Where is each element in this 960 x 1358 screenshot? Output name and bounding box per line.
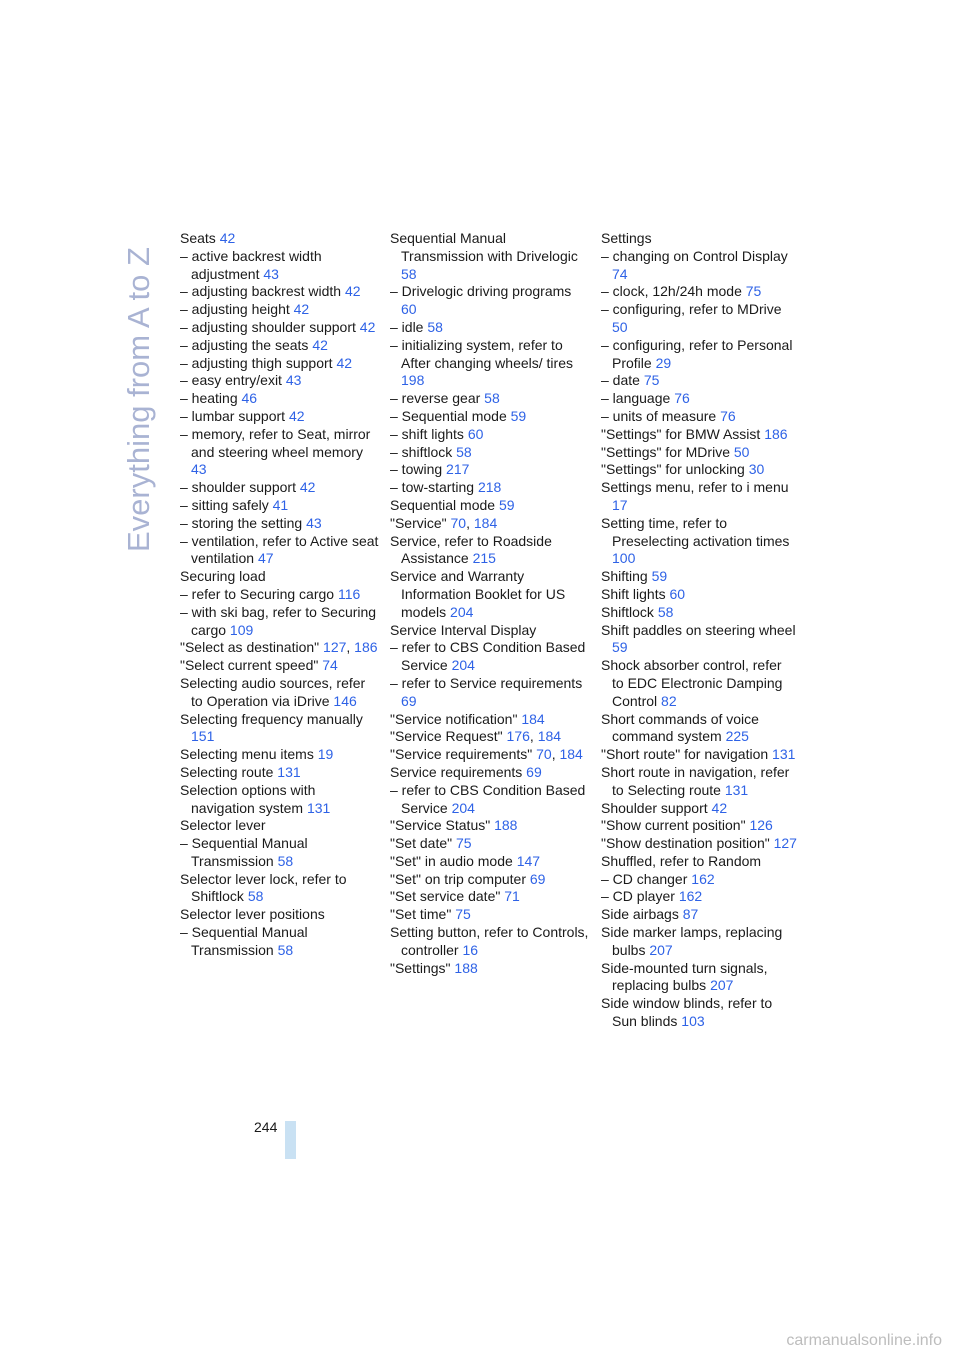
index-entry (390, 764, 590, 782)
index-entry (180, 568, 380, 586)
section-side-title: Everything from A to Z (121, 247, 156, 552)
index-entry-text: Shift paddles on steering wheel (601, 621, 796, 638)
index-entry (601, 301, 797, 337)
page-link[interactable]: 58 (247, 888, 264, 905)
index-entry (601, 746, 797, 764)
index-entry-text: "Set service date" (390, 888, 505, 905)
page-link[interactable]: 41 (272, 496, 289, 513)
index-entry-text: – lumbar support (180, 407, 289, 424)
index-entry-text: – storing the setting (180, 514, 307, 531)
index-entry (390, 853, 590, 871)
page-link[interactable]: 75 (455, 906, 471, 923)
page-link[interactable]: 46 (241, 390, 258, 407)
index-entry-text: "Service" (390, 514, 451, 531)
page-link[interactable]: 184 (559, 746, 583, 763)
index-entry-text: – with ski bag, refer to Securing cargo (180, 603, 377, 638)
index-entry (180, 764, 380, 782)
index-entry (390, 871, 590, 889)
index-entry-text: Settings menu, refer to i menu (601, 479, 789, 496)
index-entry (390, 408, 590, 426)
index-entry (390, 782, 590, 818)
index-entry (180, 924, 380, 960)
index-entry (390, 924, 590, 960)
index-entry (390, 319, 590, 337)
index-entry (601, 586, 797, 604)
page-link[interactable]: 75 (643, 372, 660, 389)
index-entry-text: Shifting (601, 568, 652, 585)
page-link[interactable]: 162 (691, 870, 715, 887)
page-link[interactable]: 131 (724, 781, 749, 798)
index-entry (390, 479, 590, 497)
page-link[interactable]: 58 (277, 852, 294, 869)
index-entry: "Service requirements" 70, 184 (390, 746, 583, 763)
index-entry-text: Shock absorber control, refer to EDC Electronic Damping Control (601, 657, 783, 709)
page-number-bar (285, 1121, 296, 1159)
index-entry-text: Shift lights (601, 585, 670, 602)
page-link[interactable]: 58 (427, 318, 443, 335)
index-entry-text: Service requirements (390, 763, 527, 780)
index-entry-text: – sitting safely (180, 496, 273, 513)
index-entry (180, 497, 380, 515)
page-link[interactable]: 217 (446, 461, 470, 478)
index-entry (601, 515, 797, 568)
page-link[interactable]: 204 (451, 799, 475, 816)
index-entry-text: "Service requirements" (390, 746, 537, 763)
index-entry (180, 372, 380, 390)
page-link[interactable]: 198 (401, 372, 425, 389)
index-entry (180, 675, 380, 711)
index-entry (601, 604, 797, 622)
index-entry-text: – Sequential mode (390, 407, 511, 424)
page-link[interactable]: 50 (612, 318, 628, 335)
index-entry (180, 390, 380, 408)
page-link[interactable]: 82 (661, 692, 677, 709)
page-link[interactable]: 70 (450, 514, 467, 531)
index-entry-text: Sequential Manual Transmission with Drivelogic (390, 230, 578, 264)
index-entry: "Service" 70, 184 (390, 514, 498, 531)
page-link[interactable]: 184 (521, 710, 545, 727)
index-entry (390, 390, 590, 408)
page-link[interactable]: 184 (473, 514, 498, 531)
index-entry (601, 711, 797, 747)
index-entry (601, 622, 797, 658)
index-entry (601, 444, 797, 462)
index-entry (180, 586, 380, 604)
index-entry (390, 960, 590, 978)
page-link[interactable]: 184 (537, 728, 562, 745)
page-link[interactable]: 109 (229, 621, 254, 638)
page-link[interactable]: 60 (467, 425, 484, 442)
index-entry-text: Shiftlock (601, 603, 658, 620)
index-entry-text: "Set" in audio mode (390, 852, 517, 869)
page-link[interactable]: 42 (288, 407, 305, 424)
index-entry (390, 622, 590, 640)
index-entry-text: – heating (180, 390, 242, 407)
index-entry (390, 817, 590, 835)
page-link[interactable]: 30 (748, 461, 765, 478)
index-entry-text: "Set" on trip computer (390, 870, 530, 887)
index-entry (601, 906, 797, 924)
page-link[interactable]: 147 (516, 852, 541, 869)
index-entry-text: – Sequential Manual Transmission (180, 835, 308, 869)
index-entry (180, 906, 380, 924)
page-link[interactable]: 103 (681, 1013, 705, 1030)
index-entry-text: – language (601, 390, 675, 407)
index-entry (390, 461, 590, 479)
page-link[interactable]: 176 (506, 728, 530, 745)
page-link[interactable]: 75 (455, 835, 472, 852)
page-link[interactable]: 42 (336, 354, 353, 371)
index-entry-text: "Show current position" (601, 817, 750, 834)
index-entry-text: Side window blinds, refer to Sun blinds (601, 995, 773, 1030)
page-link[interactable]: 146 (333, 692, 357, 709)
index-entry (180, 355, 380, 373)
page-link[interactable]: 188 (454, 959, 478, 976)
index-entry (601, 853, 797, 871)
page-link[interactable]: 69 (529, 870, 546, 887)
index-entry (601, 835, 797, 853)
index-entry (601, 568, 797, 586)
page-link[interactable]: 58 (657, 603, 674, 620)
index-entry-text: – shiftlock (390, 443, 457, 460)
index-entry-text: – units of measure (601, 407, 721, 424)
index-entry-text: – memory, refer to Seat, mirror and steering wheel memory (180, 425, 371, 460)
index-entry (180, 817, 380, 835)
index-entry (601, 764, 797, 800)
page-link[interactable]: 58 (401, 265, 417, 282)
page-link[interactable]: 42 (344, 283, 361, 300)
page-link[interactable]: 29 (655, 354, 672, 371)
page-link[interactable]: 71 (504, 888, 520, 905)
index-entry (390, 568, 590, 621)
index-entry-text: Shoulder support (601, 799, 712, 816)
page-link[interactable]: 188 (494, 817, 518, 834)
index-entry-text: Side-mounted turn signals, replacing bulbs (601, 959, 768, 994)
index-entry-text: – configuring, refer to Personal Profile (601, 336, 793, 371)
index-entry (601, 960, 797, 996)
index-entry (180, 283, 380, 301)
index-entry-text: – clock, 12h/24h mode (601, 283, 746, 300)
index-entry (180, 515, 380, 533)
index-entry-text: "Service Status" (390, 817, 495, 834)
page-link[interactable]: 207 (710, 977, 734, 994)
index-entry (390, 426, 590, 444)
index-entry (180, 319, 380, 337)
page-link[interactable]: 59 (498, 496, 515, 513)
index-entry-text: – towing (390, 461, 447, 478)
index-entry (180, 230, 380, 248)
page-link[interactable]: 58 (277, 941, 294, 958)
index-entry-text: – CD changer (601, 870, 692, 887)
page-link[interactable]: 225 (725, 728, 749, 745)
index-entry-text: – initializing system, refer to After changing wheels/ tires (390, 336, 573, 371)
index-entry-text: Selecting menu items (180, 746, 318, 763)
index-entry (601, 408, 797, 426)
index-entry-text: Short commands of voice command system (601, 710, 759, 745)
index-entry-text: "Settings" for BMW Assist (601, 425, 765, 442)
index-entry-text: – adjusting backrest width (180, 283, 345, 300)
page-link[interactable]: 151 (191, 728, 215, 745)
page-link[interactable]: 127 (323, 639, 347, 656)
page-link[interactable]: 218 (477, 479, 502, 496)
page-link[interactable]: 116 (337, 585, 361, 602)
page-link[interactable]: 69 (401, 692, 417, 709)
index-entry (601, 248, 797, 284)
page-link[interactable]: 58 (484, 390, 500, 407)
page-link[interactable]: 100 (612, 550, 636, 567)
index-entry (180, 835, 380, 871)
index-entry (601, 230, 797, 248)
index-entry-text: Selector lever lock, refer to Shiftlock (180, 870, 347, 905)
index-entry-text: Setting button, refer to Controls, controller (390, 924, 589, 958)
index-entry-text: – adjusting thigh support (180, 354, 337, 371)
index-entry-text: "Select as destination" (180, 639, 324, 656)
page-link[interactable]: 60 (669, 585, 686, 602)
index-entry-text: – adjusting height (180, 301, 294, 318)
index-entry (390, 675, 590, 711)
index-entry-text: Selector lever (180, 817, 266, 834)
index-entry-text: Short route in navigation, refer to Selecting route (601, 763, 790, 798)
index-entry (601, 657, 797, 710)
index-entry-text: Side marker lamps, replacing bulbs (601, 924, 783, 958)
index-entry-text: – Drivelogic driving programs (390, 283, 572, 300)
index-entry (180, 337, 380, 355)
page-link[interactable]: 59 (510, 407, 527, 424)
page-link[interactable]: 131 (306, 799, 331, 816)
page-link[interactable]: 204 (451, 657, 475, 674)
index-entry-text: "Settings" for unlocking (601, 461, 749, 478)
index-entry-text: – date (601, 372, 644, 389)
index-entry (390, 230, 590, 283)
index-entry-text: "Service notification" (390, 710, 522, 727)
index-entry: "Select as destination" 127, 186 (180, 639, 378, 656)
page-link[interactable]: 50 (733, 443, 750, 460)
index-entry (180, 746, 380, 764)
index-entry-text: "Settings" (390, 959, 455, 976)
index-entry-text: Selecting route (180, 763, 278, 780)
page-link[interactable]: 59 (612, 639, 628, 656)
index-entry (601, 283, 797, 301)
index-entry-text: Selector lever positions (180, 906, 325, 923)
index-entry-text: – refer to CBS Condition Based Service (390, 639, 586, 674)
index-entry (601, 426, 797, 444)
page-link[interactable]: 186 (354, 639, 378, 656)
index-entry-text: Service, refer to Roadside Assistance (390, 532, 552, 567)
index-entry-text: – active backrest width adjustment (180, 247, 322, 282)
index-entry (180, 408, 380, 426)
index-entry (601, 800, 797, 818)
index-entry-text: Setting time, refer to Preselecting activation times (601, 514, 790, 549)
index-entry-text: – ventilation, refer to Active seat ventilation (180, 532, 379, 567)
index-entry-text: Shuffled, refer to Random (601, 852, 762, 869)
page-link[interactable]: 76 (674, 390, 690, 407)
index-entry-text: Selecting frequency manually (180, 710, 363, 727)
page-link[interactable]: 131 (772, 746, 796, 763)
page-link[interactable]: 60 (401, 301, 417, 318)
page-link[interactable]: 74 (612, 265, 628, 282)
page-link[interactable]: 204 (450, 603, 474, 620)
page-link[interactable]: 42 (359, 318, 376, 335)
page-link[interactable]: 186 (764, 425, 788, 442)
page-link[interactable]: 207 (649, 941, 673, 958)
page-link[interactable]: 74 (322, 657, 338, 674)
page-link[interactable]: 70 (536, 746, 552, 763)
page-link[interactable]: 162 (678, 888, 703, 905)
page-link[interactable]: 17 (612, 496, 628, 513)
page-link[interactable]: 76 (720, 407, 736, 424)
index-entry-text: – Sequential Manual Transmission (180, 924, 308, 958)
index-entry (390, 835, 590, 853)
index-entry-text: – adjusting shoulder support (180, 318, 360, 335)
page-link[interactable]: 126 (749, 817, 773, 834)
index-entry-text: – shift lights (390, 425, 468, 442)
index-entry-text: Securing load (180, 568, 266, 585)
index-column-3 (601, 230, 797, 1031)
index-entry (180, 604, 380, 640)
index-column-1 (180, 230, 380, 960)
index-entry (180, 533, 380, 569)
index-entry (180, 479, 380, 497)
index-entry (601, 888, 797, 906)
index-entry-text: – refer to Service requirements (390, 674, 583, 691)
index-entry: "Service Request" 176, 184 (390, 728, 562, 745)
index-entry-text: "Set date" (390, 835, 456, 852)
index-entry-text: Sequential mode (390, 496, 499, 513)
page-link[interactable]: 75 (745, 283, 762, 300)
index-entry (180, 301, 380, 319)
page-link[interactable]: 47 (257, 550, 274, 567)
index-entry (601, 995, 797, 1031)
index-entry-text: Selection options with navigation system (180, 781, 316, 816)
page-link[interactable]: 19 (317, 746, 334, 763)
index-entry (180, 871, 380, 907)
index-entry (390, 444, 590, 462)
index-entry-text: "Select current speed" (180, 657, 323, 674)
index-entry-text: – tow-starting (390, 479, 478, 496)
index-entry-text: – refer to CBS Condition Based Service (390, 781, 586, 816)
index-entry-text: "Show destination position" (601, 835, 774, 852)
page-link[interactable]: 58 (456, 443, 472, 460)
page-link[interactable]: 42 (711, 799, 728, 816)
index-entry-text: – idle (390, 318, 428, 335)
index-entry (601, 479, 797, 515)
index-entry-text: Side airbags (601, 906, 683, 923)
index-entry (601, 372, 797, 390)
page-link[interactable]: 131 (277, 763, 301, 780)
index-entry (180, 782, 380, 818)
index-entry (180, 426, 380, 479)
page-link[interactable]: 43 (306, 514, 322, 531)
index-entry-text: – reverse gear (390, 390, 485, 407)
page-link[interactable]: 87 (682, 906, 699, 923)
index-entry (180, 248, 380, 284)
index-entry-text: – configuring, refer to MDrive (601, 301, 782, 318)
page-link[interactable]: 59 (651, 568, 668, 585)
index-entry-text: Service and Warranty Information Booklet for US models (390, 568, 566, 620)
index-entry (601, 337, 797, 373)
page-link[interactable]: 43 (191, 461, 207, 478)
index-entry-text: Settings (601, 230, 652, 246)
index-entry (390, 711, 590, 729)
index-entry-text: – shoulder support (180, 479, 300, 496)
page-number: 244 (254, 1119, 278, 1135)
index-entry-text: Service Interval Display (390, 621, 537, 638)
page-link[interactable]: 127 (773, 835, 797, 852)
watermark: carmanualsonline.info (786, 1332, 942, 1349)
index-entry-text: – adjusting the seats (180, 336, 313, 353)
index-entry (390, 639, 590, 675)
page-link[interactable]: 215 (472, 550, 496, 567)
index-entry-text: "Service Request" (390, 728, 507, 745)
page-link[interactable]: 43 (285, 372, 302, 389)
index-entry (601, 871, 797, 889)
index-entry (180, 657, 380, 675)
page-link[interactable]: 16 (462, 941, 479, 958)
index-entry-text: – refer to Securing cargo (180, 585, 338, 602)
index-entry (390, 283, 590, 319)
index-entry (390, 906, 590, 924)
index-entry (180, 711, 380, 747)
index-entry-text: "Set time" (390, 906, 456, 923)
index-entry (390, 533, 590, 569)
index-entry (390, 497, 590, 515)
index-entry-text: – changing on Control Display (601, 247, 788, 264)
index-entry (601, 817, 797, 835)
index-entry-text: – easy entry/exit (180, 372, 286, 389)
index-entry (601, 390, 797, 408)
index-entry-text: – CD player (601, 888, 679, 905)
page-link[interactable]: 42 (293, 301, 310, 318)
index-entry-text: "Settings" for MDrive (601, 443, 734, 460)
page-link[interactable]: 42 (219, 230, 236, 246)
index-entry (390, 888, 590, 906)
index-entry (390, 337, 590, 390)
index-column-2 (390, 230, 590, 977)
index-entry-text: "Short route" for navigation (601, 746, 773, 763)
page-link[interactable]: 42 (299, 479, 316, 496)
index-entry (601, 461, 797, 479)
page-link[interactable]: 43 (263, 265, 279, 282)
page-link[interactable]: 69 (526, 763, 542, 780)
index-entry-text: Seats (180, 230, 220, 246)
index-entry (601, 924, 797, 960)
page-link[interactable]: 42 (312, 336, 328, 353)
index-entry-text: Selecting audio sources, refer to Operation via iDrive (180, 674, 366, 709)
